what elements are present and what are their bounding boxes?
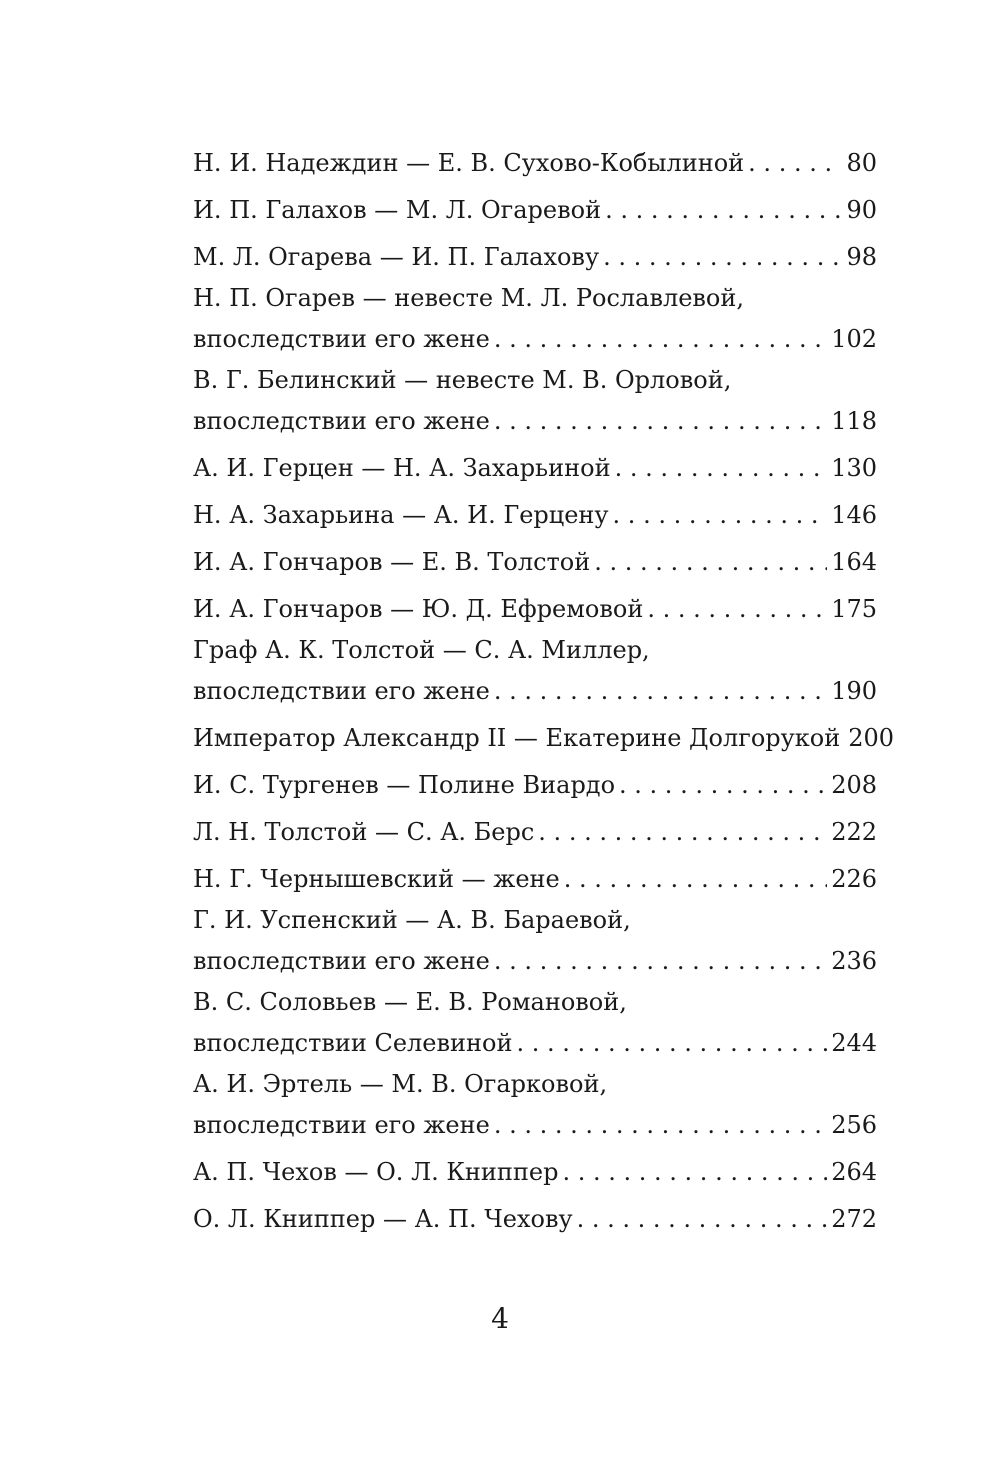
dot-leader [494, 938, 827, 985]
toc-entry-page: 256 [831, 1111, 877, 1139]
toc-entry-title: Император Александр II — Екатерине Долгорукой [193, 724, 841, 752]
dot-leader [562, 1149, 827, 1196]
dot-leader [564, 856, 827, 903]
toc-entry-title: Л. Н. Толстой — С. А. Берс [193, 818, 535, 846]
toc-entry-first-line: А. И. Эртель — М. В. Огарковой, [193, 1070, 608, 1098]
toc-entry-title: Н. Г. Чернышевский — жене [193, 865, 560, 893]
toc-entry-page: 264 [831, 1158, 877, 1186]
toc-entry-title: И. А. Гончаров — Ю. Д. Ефремовой [193, 595, 644, 623]
toc-entry-title: впоследствии его жене [193, 407, 490, 435]
toc-entry [193, 492, 877, 539]
toc-entry-page: 226 [831, 865, 877, 893]
page-number: 4 [491, 1302, 509, 1335]
toc-entry-page: 90 [846, 196, 877, 224]
toc-entry [193, 809, 877, 856]
dot-leader [603, 234, 842, 281]
toc-entry [193, 445, 877, 492]
dot-leader [619, 762, 827, 809]
toc-entry [193, 715, 895, 762]
toc-entry-page: 118 [831, 407, 877, 435]
toc-entry [193, 539, 877, 586]
toc-entry-page: 236 [831, 947, 877, 975]
toc-entry [193, 762, 877, 809]
dot-leader [516, 1020, 827, 1067]
toc-entry-title: И. П. Галахов — М. Л. Огаревой [193, 196, 602, 224]
toc-entry [193, 1149, 877, 1196]
toc-entry [193, 363, 877, 445]
dot-leader [647, 586, 827, 633]
dot-leader [538, 809, 827, 856]
toc-entry-title: И. А. Гончаров — Е. В. Толстой [193, 548, 591, 576]
toc-entry [193, 856, 877, 903]
toc-entry-page: 175 [831, 595, 877, 623]
toc-entry-title: впоследствии Селевиной [193, 1029, 513, 1057]
toc-entry-title: впоследствии его жене [193, 677, 490, 705]
toc-entry-page: 190 [831, 677, 877, 705]
toc-entry-page: 244 [831, 1029, 877, 1057]
toc-entry-first-line: Н. П. Огарев — невесте М. Л. Рославлевой, [193, 284, 744, 312]
toc-entry [193, 281, 877, 363]
toc-entry-title: И. С. Тургенев — Полине Виардо [193, 771, 616, 799]
toc-entry [193, 903, 877, 985]
toc-entry [193, 234, 877, 281]
toc-entry-title: Н. И. Надеждин — Е. В. Сухово-Кобылиной [193, 149, 745, 177]
toc-entry-title: А. П. Чехов — О. Л. Книппер [193, 1158, 559, 1186]
toc-entry-first-line: В. Г. Белинский — невесте М. В. Орловой, [193, 366, 732, 394]
toc-entry [193, 140, 877, 187]
dot-leader [494, 398, 827, 445]
toc-entry-page: 272 [831, 1205, 877, 1233]
toc-entry-page: 80 [846, 149, 877, 177]
dot-leader [615, 445, 828, 492]
toc-entry-page: 208 [831, 771, 877, 799]
toc-entry-page: 164 [831, 548, 877, 576]
dot-leader [605, 187, 842, 234]
table-of-contents [193, 140, 895, 1243]
toc-entry-title: А. И. Герцен — Н. А. Захарьиной [193, 454, 611, 482]
toc-entry [193, 633, 877, 715]
toc-entry-first-line: Г. И. Успенский — А. В. Бараевой, [193, 906, 631, 934]
toc-entry-title: впоследствии его жене [193, 947, 490, 975]
toc-entry-title: М. Л. Огарева — И. П. Галахову [193, 243, 600, 271]
toc-entry-title: впоследствии его жене [193, 1111, 490, 1139]
dot-leader [494, 316, 827, 363]
toc-entry [193, 586, 877, 633]
toc-entry-page: 222 [831, 818, 877, 846]
toc-entry-page: 200 [848, 724, 895, 752]
dot-leader [613, 492, 828, 539]
dot-leader [594, 539, 827, 586]
toc-entry-page: 102 [831, 325, 877, 353]
toc-entry [193, 187, 877, 234]
toc-entry [193, 985, 877, 1067]
toc-entry-page: 146 [831, 501, 877, 529]
toc-entry [193, 1196, 877, 1243]
toc-entry-page: 98 [846, 243, 877, 271]
toc-entry-title: О. Л. Книппер — А. П. Чехову [193, 1205, 573, 1233]
toc-entry-title: впоследствии его жене [193, 325, 490, 353]
dot-leader [494, 1102, 827, 1149]
toc-entry-title: Н. А. Захарьина — А. И. Герцену [193, 501, 609, 529]
dot-leader [748, 140, 842, 187]
toc-entry-page: 130 [831, 454, 877, 482]
dot-leader [577, 1196, 828, 1243]
toc-entry-first-line: Граф А. К. Толстой — С. А. Миллер, [193, 636, 650, 664]
dot-leader [494, 668, 827, 715]
toc-entry-first-line: В. С. Соловьев — Е. В. Романовой, [193, 988, 627, 1016]
toc-entry [193, 1067, 877, 1149]
